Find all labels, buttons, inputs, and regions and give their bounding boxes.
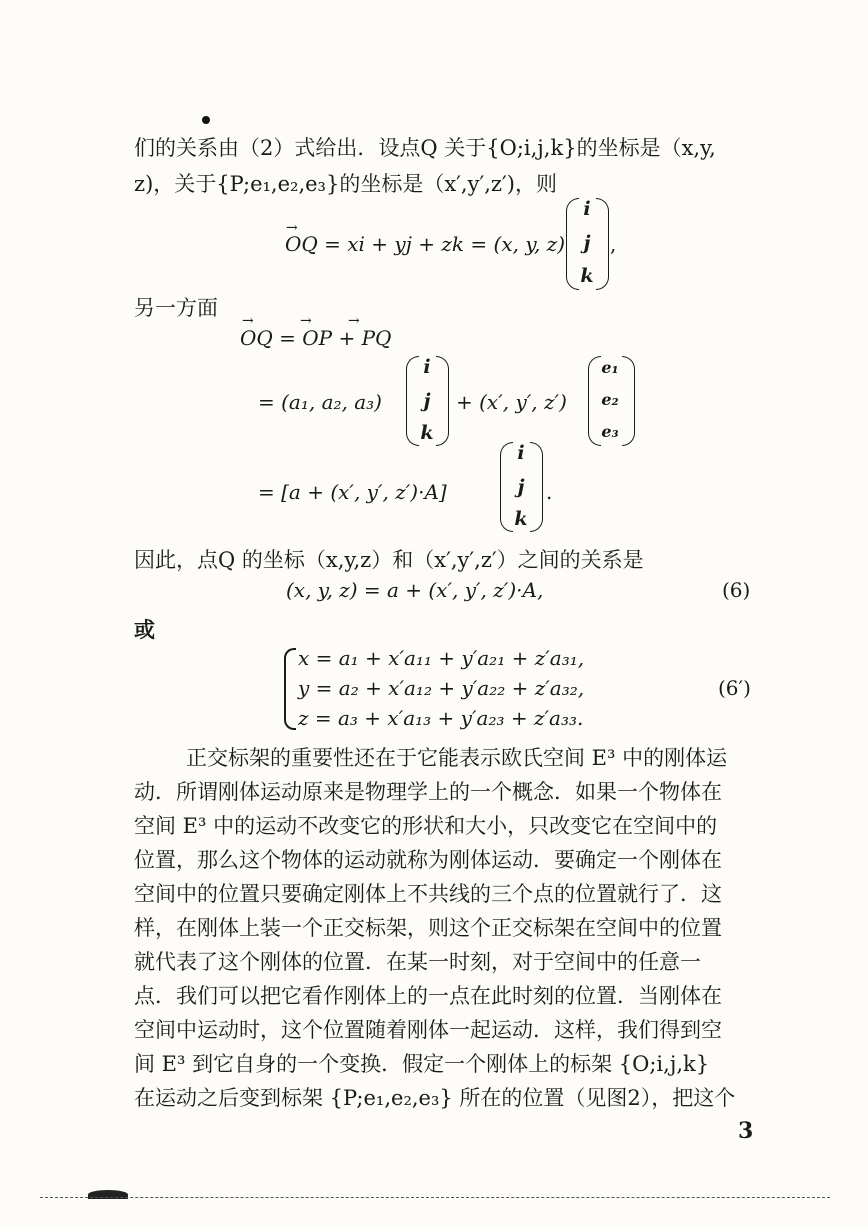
text-line-2: z)，关于{P;e₁,e₂,e₃}的坐标是（x′,y′,z′)，则 [134, 172, 557, 196]
comma: , [610, 232, 617, 256]
page-number: 3 [738, 1118, 754, 1144]
ink-dot [202, 116, 210, 124]
equation-oq: OQ = xi + yj + zk = (x, y, z) [285, 232, 566, 256]
equation-number-6-prime: (6′) [718, 676, 751, 700]
vector-k: k [580, 265, 594, 287]
equation-oq-op-pq: OQ = OP + PQ [240, 326, 392, 350]
bottom-rule [40, 1197, 830, 1198]
vector-k: k [420, 422, 434, 444]
right-paren [622, 356, 635, 446]
equation-6p-y: y = a₂ + x′a₁₂ + y′a₂₂ + z′a₃₂, [298, 676, 585, 700]
vector-i: i [517, 442, 525, 464]
right-paren [596, 198, 609, 290]
text-another-hand: 另一方面 [134, 296, 218, 320]
vector-e2: e₂ [601, 390, 619, 409]
equation-plus-part: + (x′, y′, z′) [456, 390, 567, 414]
paragraph-line: 样，在刚体上装一个正交标架，则这个正交标架在空间中的位置 [134, 916, 722, 940]
vector-arrow: → [286, 220, 298, 236]
paragraph-line: 动．所谓刚体运动原来是物理学上的一个概念．如果一个物体在 [134, 780, 722, 804]
system-brace [284, 648, 296, 730]
vector-arrow: → [242, 313, 254, 329]
paragraph-line: 就代表了这个刚体的位置．在某一时刻，对于空间中的任意一 [134, 950, 701, 974]
right-paren [436, 356, 449, 446]
text-or: 或 [134, 617, 155, 642]
period: . [546, 480, 553, 504]
vector-arrow: → [300, 313, 312, 329]
vector-e1: e₁ [601, 358, 619, 377]
text-line-1: 们的关系由（2）式给出．设点Q 关于{O;i,j,k}的坐标是（x,y, [134, 136, 716, 160]
equation-number-6: (6) [722, 578, 751, 602]
text-hence: 因此，点Q 的坐标（x,y,z）和（x′,y′,z′）之间的关系是 [134, 548, 644, 572]
vector-e3: e₃ [601, 422, 619, 441]
paragraph-line: 点．我们可以把它看作刚体上的一点在此时刻的位置．当刚体在 [134, 984, 722, 1008]
paragraph-line: 在运动之后变到标架 {P;e₁,e₂,e₃} 所在的位置（见图2），把这个 [134, 1086, 736, 1110]
equation-6p-x: x = a₁ + x′a₁₁ + y′a₂₁ + z′a₃₁, [298, 646, 585, 670]
right-paren [530, 442, 543, 532]
paragraph-line: 间 E³ 到它自身的一个变换．假定一个刚体上的标架 {O;i,j,k} [134, 1052, 710, 1076]
paragraph-line: 空间中运动时，这个位置随着刚体一起运动．这样，我们得到空 [134, 1018, 722, 1042]
paragraph-line: 位置，那么这个物体的运动就称为刚体运动．要确定一个刚体在 [134, 848, 722, 872]
paragraph-line: 空间 E³ 中的运动不改变它的形状和大小，只改变它在空间中的 [134, 814, 718, 838]
vector-i: i [423, 356, 431, 378]
equation-matrix-form: = [a + (x′, y′, z′)·A] [258, 480, 447, 504]
equation-6: (x, y, z) = a + (x′, y′, z′)·A, [286, 578, 544, 602]
paragraph-line: 正交标架的重要性还在于它能表示欧氏空间 E³ 中的刚体运 [186, 746, 728, 770]
vector-j: j [517, 476, 525, 498]
vector-j: j [423, 390, 431, 412]
vector-j: j [583, 232, 591, 254]
equation-6p-z: z = a₃ + x′a₁₃ + y′a₂₃ + z′a₃₃. [298, 706, 584, 730]
equation-a-part: = (a₁, a₂, a₃) [258, 390, 382, 414]
vector-i: i [583, 198, 591, 220]
vector-k: k [514, 508, 528, 530]
vector-arrow: → [348, 313, 360, 329]
paragraph-line: 空间中的位置只要确定刚体上不共线的三个点的位置就行了．这 [134, 882, 722, 906]
